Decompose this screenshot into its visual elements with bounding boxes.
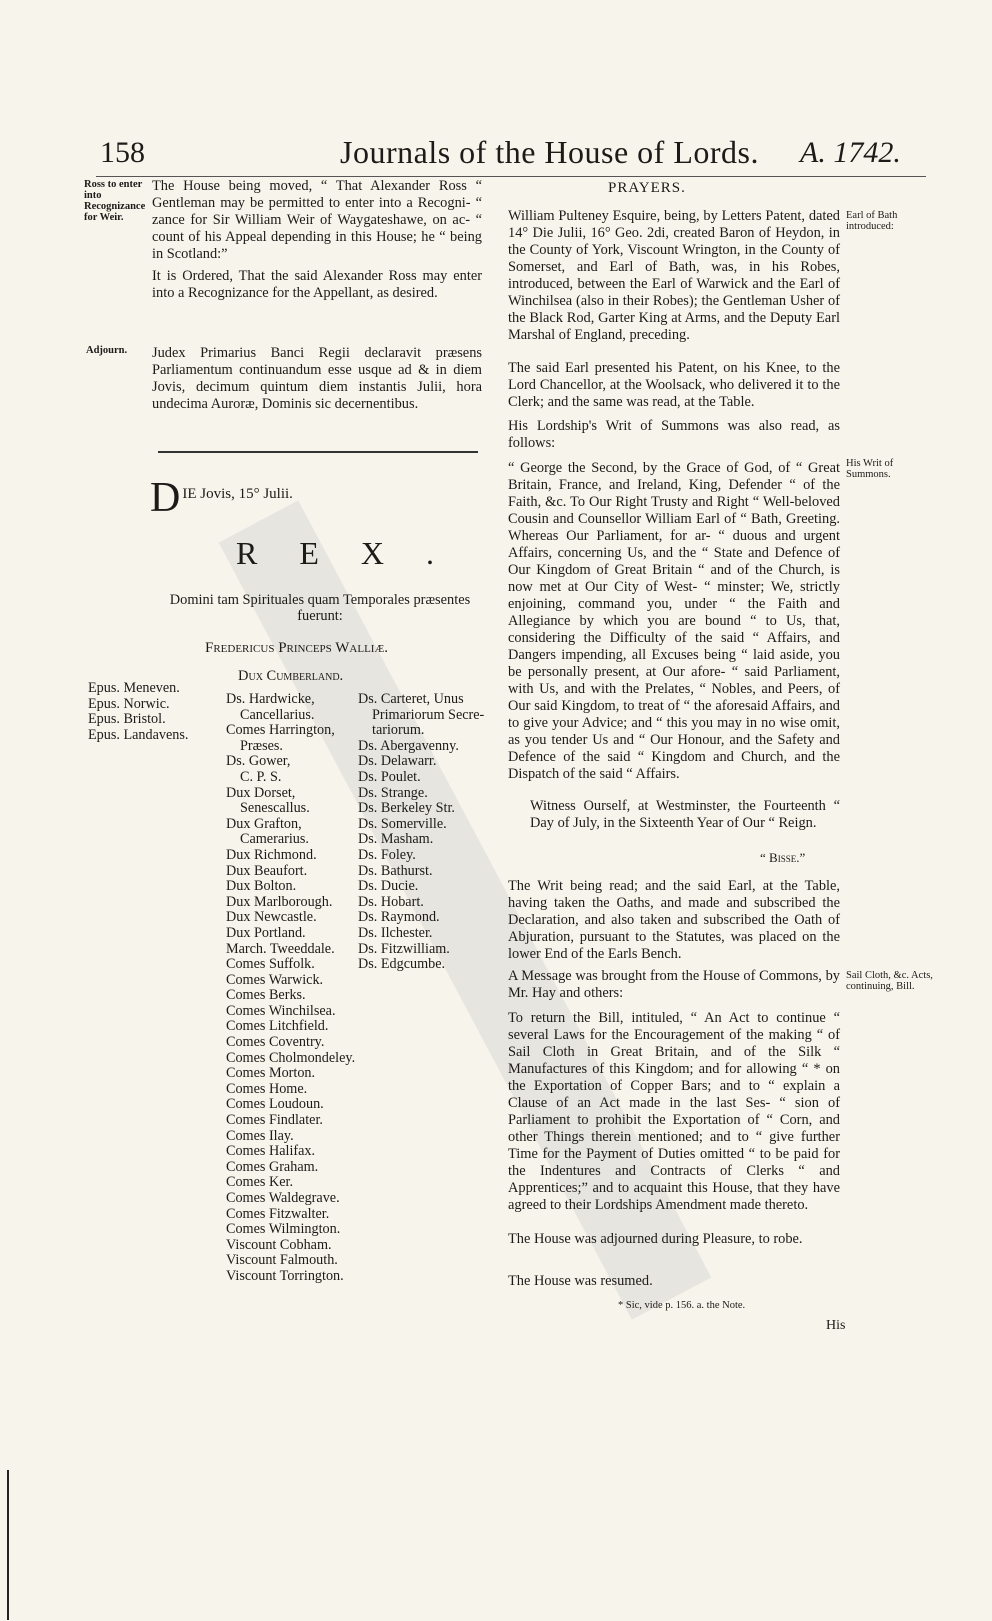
lord-entry: Comes Coventry. xyxy=(226,1034,325,1051)
lord-entry: Dux Grafton, xyxy=(226,815,302,832)
lord-office: tariorum. xyxy=(372,722,425,739)
bishop-entry: Epus. Norwic. xyxy=(88,695,170,712)
para-message: A Message was brought from the House of Commons, by Mr. Hay and others: xyxy=(508,968,840,1001)
lord-entry: Comes Findlater. xyxy=(226,1112,323,1129)
lord-entry: Comes Morton. xyxy=(226,1065,316,1082)
lord-entry: Comes Litchfield. xyxy=(226,1018,329,1035)
lord-entry: Dux Portland. xyxy=(226,924,306,941)
lord-entry: Ds. Edgcumbe. xyxy=(358,956,446,973)
lord-entry: Viscount Cobham. xyxy=(226,1236,332,1253)
day-text: IE Jovis, 15° Julii. xyxy=(182,486,293,502)
bishop-entry: Epus. Meneven. xyxy=(88,680,180,696)
lord-entry: Ds. Carteret, Unus xyxy=(358,691,464,707)
lord-entry: Comes Loudoun. xyxy=(226,1096,324,1113)
day-heading xyxy=(150,475,480,521)
lord-entry: Comes Graham. xyxy=(226,1158,319,1175)
lord-entry: Ds. Masham. xyxy=(358,831,434,848)
margin-note-earl-of-bath: Earl of Bath introduced: xyxy=(846,210,898,232)
writ-signature: “ Bisse.” xyxy=(760,850,806,865)
lord-entry: Comes Home. xyxy=(226,1080,308,1097)
para-adjourned-robe: The House was adjourned during Pleasure, to robe. xyxy=(508,1231,803,1247)
para-ordered: It is Ordered, That the said Alexander Ross may enter into a Recognizance for the Appellant, as desired. xyxy=(152,268,482,301)
rex-heading: REX. xyxy=(236,535,476,571)
lord-entry: Dux Newcastle. xyxy=(226,909,317,926)
lord-entry: Dux Richmond. xyxy=(226,846,317,863)
lord-entry: Dux Bolton. xyxy=(226,878,297,895)
lord-entry: Ds. Somerville. xyxy=(358,815,447,832)
para-ross-motion: The House being moved, “ That Alexander Ross “ Gentleman may be permitted to enter into a Recogni- “ zance for Sir William Weir of Waygateshawe, on ac- “ count of his Appeal depending in this House; he “ being in Scotland:” xyxy=(152,178,482,262)
page-edge-mark xyxy=(7,1470,9,1620)
lord-entry: March. Tweeddale. xyxy=(226,940,335,957)
lord-entry: Comes Waldegrave. xyxy=(226,1190,340,1206)
lord-entry: Ds. Abergavenny. xyxy=(358,737,459,754)
domini-present: Domini tam Spirituales quam Temporales præsentes fuerunt: xyxy=(169,592,471,624)
para-pulteney-introduced: William Pulteney Esquire, being, by Letters Patent, dated 14° Die Julii, 16° Geo. 2di, created Baron of Heydon, in the County of York, Viscount Wrington, in the County of Somerset, and Earl of Bath, was, in his Robes, introduced, between the Earl of Warwick and the Earl of Winchilsea (also in their Robes); the Gentleman Usher of the Black Rod, Garter King at Arms, and the Deputy Earl Marshal of England, preceding. xyxy=(508,208,840,343)
lord-office: C. P. S. xyxy=(240,768,282,785)
lord-entry: Viscount Torrington. xyxy=(226,1267,344,1284)
lord-office: Cancellarius. xyxy=(240,706,315,723)
page-title: Journals of the House of Lords. xyxy=(340,134,759,170)
para-writ-intro: His Lordship's Writ of Summons was also read, as follows: xyxy=(508,418,840,451)
lord-entry: Dux Dorset, xyxy=(226,784,296,801)
lord-entry: Ds. Fitzwilliam. xyxy=(358,940,450,957)
lord-entry: Comes Wilmington. xyxy=(226,1221,341,1238)
header-rule xyxy=(96,176,926,177)
lord-entry: Ds. Berkeley Str. xyxy=(358,800,455,817)
lords-list-col1 xyxy=(226,692,356,1285)
duke-cumberland: Dux Cumberland. xyxy=(238,668,344,684)
lord-entry: Comes Halifax. xyxy=(226,1143,316,1160)
prayers-heading: PRAYERS. xyxy=(608,180,686,196)
lord-entry: Viscount Falmouth. xyxy=(226,1252,338,1269)
page-year: A. 1742. xyxy=(800,136,901,169)
margin-note-adjourn: Adjourn. xyxy=(86,345,128,356)
lord-entry: Comes Warwick. xyxy=(226,971,324,988)
prince-frederick: Fredericus Princeps Walliæ. xyxy=(205,640,389,656)
day-initial: D xyxy=(150,475,181,521)
lord-entry: Dux Beaufort. xyxy=(226,862,308,879)
lord-entry: Comes Berks. xyxy=(226,987,306,1004)
lord-entry: Ds. Hardwicke, xyxy=(226,691,315,707)
lord-entry: Comes Cholmondeley. xyxy=(226,1049,356,1066)
page-number: 158 xyxy=(100,136,145,169)
lord-entry: Ds. Poulet. xyxy=(358,768,421,785)
para-house-resumed: The House was resumed. xyxy=(508,1273,653,1289)
lord-entry: Comes Ker. xyxy=(226,1174,293,1191)
catchword: His xyxy=(826,1318,846,1333)
lord-entry: Comes Winchilsea. xyxy=(226,1002,336,1019)
para-sail-cloth-bill: To return the Bill, intituled, “ An Act to continue “ several Laws for the Encouragement of the making “ of Sail Cloth in Great Britain, and of the Silk “ Manufactures of this Kingdom; and for allowing “ * on the Exportation of Copper Bars; and to “ explain a Clause of an Act made in the last Ses- “ sion of Parliament to prohibit the Exportation of “ Corn, and other Things therein mentioned; and to “ give further Time for the Payment of Duties omitted “ to be paid for the Indentures and Contracts of Clerks “ and Apprentices;” and to acquaint this House, that they have agreed to their Lordships Amendment made thereto. xyxy=(508,1010,840,1213)
margin-note-sail-cloth: Sail Cloth, &c. Acts, continuing, Bill. xyxy=(846,970,933,992)
bishop-entry: Epus. Landavens. xyxy=(88,726,189,743)
lord-entry: Ds. Hobart. xyxy=(358,893,424,910)
lord-entry: Ds. Strange. xyxy=(358,784,428,801)
lord-office: Præses. xyxy=(240,737,283,754)
margin-note-ross: Ross to enter into Recognizance for Weir. xyxy=(84,179,146,223)
lord-entry: Comes Ilay. xyxy=(226,1127,294,1144)
margin-note-writ: His Writ of Summons. xyxy=(846,458,894,480)
writ-witness: Witness Ourself, at Westminster, the Fourteenth “ Day of July, in the Sixteenth Year of Our “ Reign. xyxy=(530,798,840,831)
lord-entry: Comes Fitzwalter. xyxy=(226,1205,330,1222)
footnote: * Sic, vide p. 156. a. the Note. xyxy=(618,1300,746,1311)
lord-office: Primariorum Secre- xyxy=(372,706,485,723)
bishop-entry: Epus. Bristol. xyxy=(88,711,166,728)
lord-entry: Ds. Gower, xyxy=(226,753,291,770)
lord-entry: Ds. Bathurst. xyxy=(358,862,433,879)
lord-entry: Comes Harrington, xyxy=(226,722,335,739)
lord-office: Camerarius. xyxy=(240,831,309,848)
bishops-list xyxy=(88,681,218,743)
para-oaths: The Writ being read; and the said Earl, at the Table, having taken the Oaths, and made and subscribed the Declaration, and also taken and subscribed the Oath of Abjuration, pursuant to the Statutes, was placed on the lower End of the Earls Bench. xyxy=(508,878,840,962)
para-patent-presented: The said Earl presented his Patent, on his Knee, to the Lord Chancellor, at the Woolsack, who delivered it to the Clerk; and the same was read, at the Table. xyxy=(508,360,840,410)
lord-entry: Comes Suffolk. xyxy=(226,956,315,973)
writ-of-summons-text: “ George the Second, by the Grace of God, of “ Great Britain, France, and Ireland, King, Defender “ of the Faith, &c. To Our Right Trusty and Right “ Well-beloved Cousin and Counsellor William Earl of “ Bath, Greeting. Whereas Our Parliament, for ar- “ duous and urgent Affairs, concerning Us, and the “ State and Defence of Our Kingdom of Great Britain “ and of the Church, is now met at Our City of West- “ minster; We, strictly enjoining, command you, under “ the Faith and Allegiance by which you are bound “ to Us, that, considering the Difficulty of the said “ Affairs, and Dangers impending, all Excuses being “ laid aside, you be personally present, at Our afore- “ said Parliament, with Us, and with the Prelates, “ Nobles, and Peers, of Our said Kingdom, to treat of “ the aforesaid Affairs, and to give your Advice; and “ this you may in no wise omit, as you tender Us and “ Our Honour, and the Safety and Defence of the said “ Kingdom and Church, and the Dispatch of the said “ Affairs. xyxy=(508,460,840,782)
lord-entry: Ds. Ducie. xyxy=(358,878,419,895)
lord-entry: Ds. Raymond. xyxy=(358,909,440,926)
lord-office: Senescallus. xyxy=(240,800,310,817)
lord-entry: Ds. Delawarr. xyxy=(358,753,437,770)
lords-list-col2 xyxy=(358,692,488,973)
lord-entry: Ds. Foley. xyxy=(358,846,416,863)
para-adjourn: Judex Primarius Banci Regii declaravit præsens Parliamentum continuandum esse usque ad & in diem Jovis, decimum quintum diem instantis Julii, hora undecima Auroræ, Dominis sic decernentibus. xyxy=(152,345,482,412)
lord-entry: Dux Marlborough. xyxy=(226,893,333,910)
lord-entry: Ds. Ilchester. xyxy=(358,924,433,941)
section-rule xyxy=(158,451,478,453)
